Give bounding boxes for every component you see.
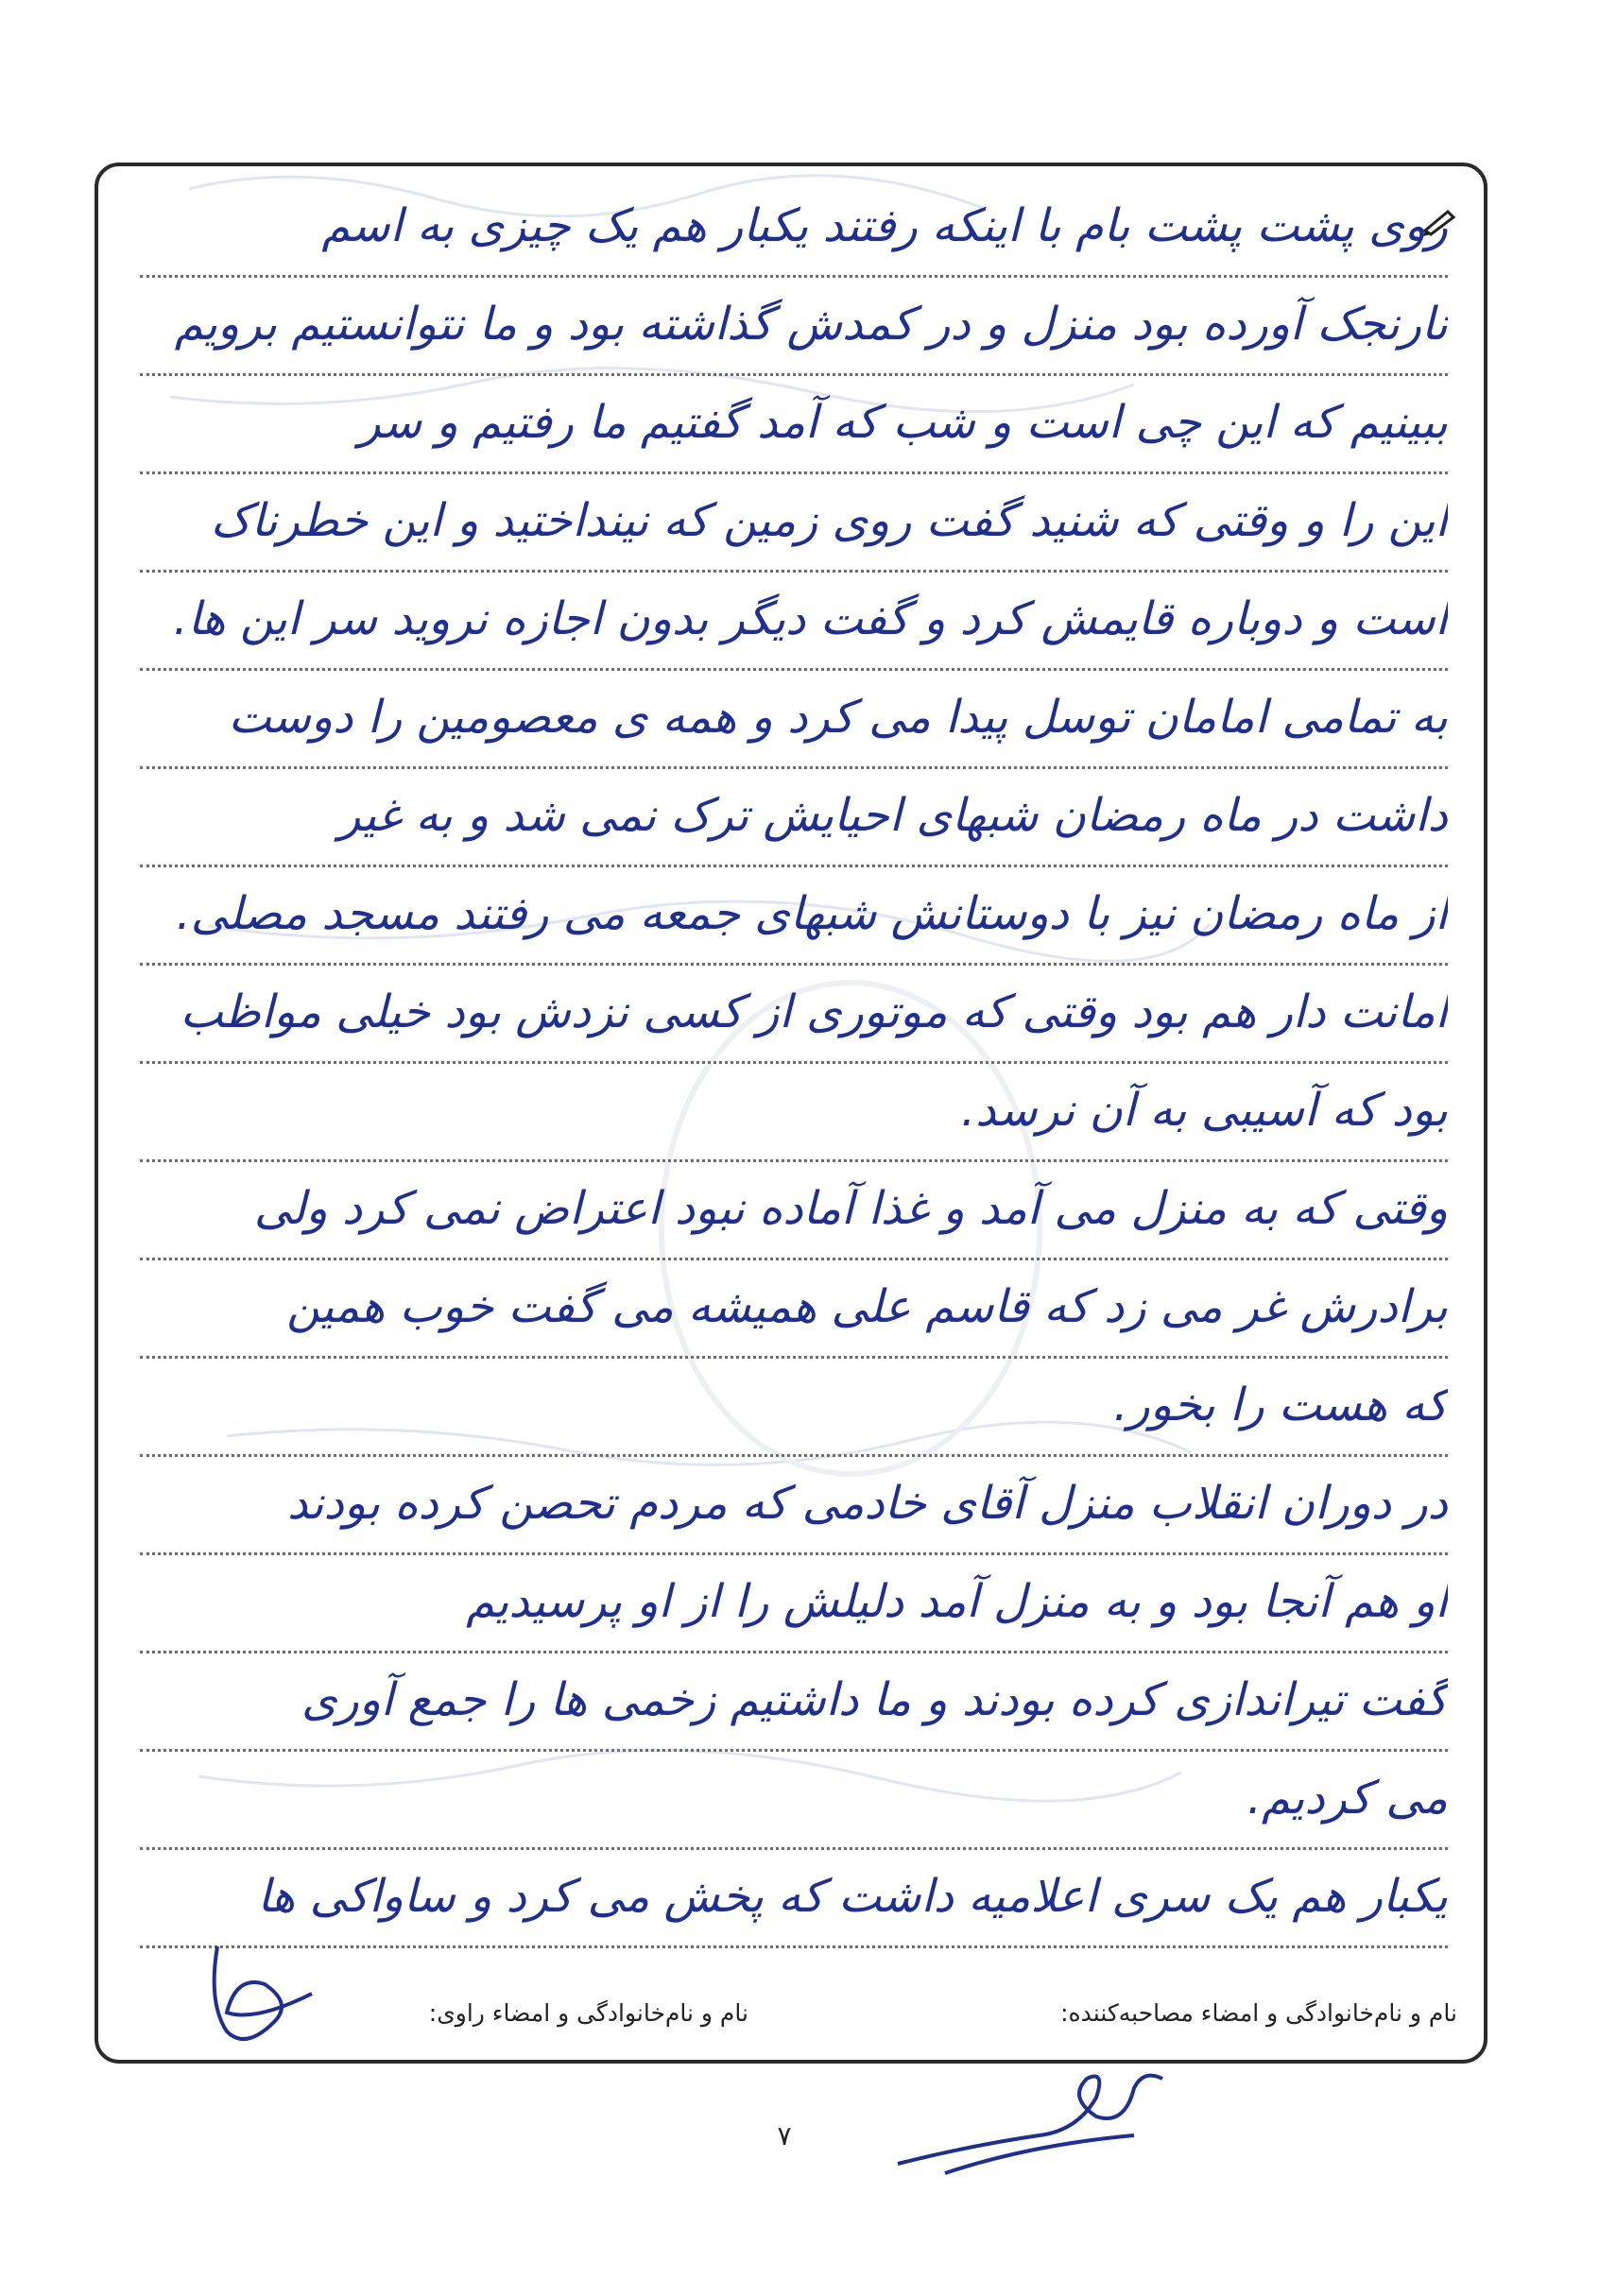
text-line: در دوران انقلاب منزل آقای خادمی که مردم تحصن کرده بودند bbox=[140, 1465, 1448, 1555]
text-line: از ماه رمضان نیز با دوستانش شبهای جمعه می رفتند مسجد مصلی. bbox=[140, 875, 1448, 966]
interviewer-signature-label: نام و نام‌خانوادگی و امضاء مصاحبه‌کننده: bbox=[1060, 1999, 1457, 2027]
interviewer-signature bbox=[888, 2060, 1191, 2183]
text-line: این را و وقتی که شنید گفت روی زمین که نینداختید و این خطرناک bbox=[140, 482, 1448, 573]
text-line: برادرش غر می زد که قاسم علی همیشه می گفت خوب همین bbox=[140, 1268, 1448, 1359]
text-line: یکبار هم یک سری اعلامیه داشت که پخش می کرد و ساواکی ها bbox=[140, 1858, 1448, 1948]
text-line: بود که آسیبی به آن نرسد. bbox=[140, 1071, 1448, 1162]
text-line: وقتی که به منزل می آمد و غذا آماده نبود اعتراض نمی کرد ولی bbox=[140, 1170, 1448, 1260]
text-line: به تمامی امامان توسل پیدا می کرد و همه ی معصومین را دوست bbox=[140, 678, 1448, 769]
text-line: می کردیم. bbox=[140, 1759, 1448, 1850]
text-line: داشت در ماه رمضان شبهای احیایش ترک نمی شد و به غیر bbox=[140, 777, 1448, 867]
text-line: گفت تیراندازی کرده بودند و ما داشتیم زخمی ها را جمع آوری bbox=[140, 1661, 1448, 1752]
text-line: است و دوباره قایمش کرد و گفت دیگر بدون اجازه نروید سر این ها. bbox=[140, 580, 1448, 671]
page-number: ۷ bbox=[777, 2120, 792, 2151]
narrator-signature-label: نام و نام‌خانوادگی و امضاء راوی: bbox=[428, 1999, 748, 2027]
text-line: روی پشت پشت بام با اینکه رفتند یکبار هم یک چیزی به اسم bbox=[140, 187, 1448, 278]
text-line: ببینیم که این چی است و شب که آمد گفتیم ما رفتیم و سر bbox=[140, 384, 1448, 474]
text-line: نارنجک آورده بود منزل و در کمدش گذاشته بود و ما نتوانستیم برویم bbox=[140, 285, 1448, 376]
text-line: امانت دار هم بود وقتی که موتوری از کسی نزدش بود خیلی مواظب bbox=[140, 973, 1448, 1064]
text-line: که هست را بخور. bbox=[140, 1366, 1448, 1457]
text-line: او هم آنجا بود و به منزل آمد دلیلش را از او پرسیدیم bbox=[140, 1563, 1448, 1653]
